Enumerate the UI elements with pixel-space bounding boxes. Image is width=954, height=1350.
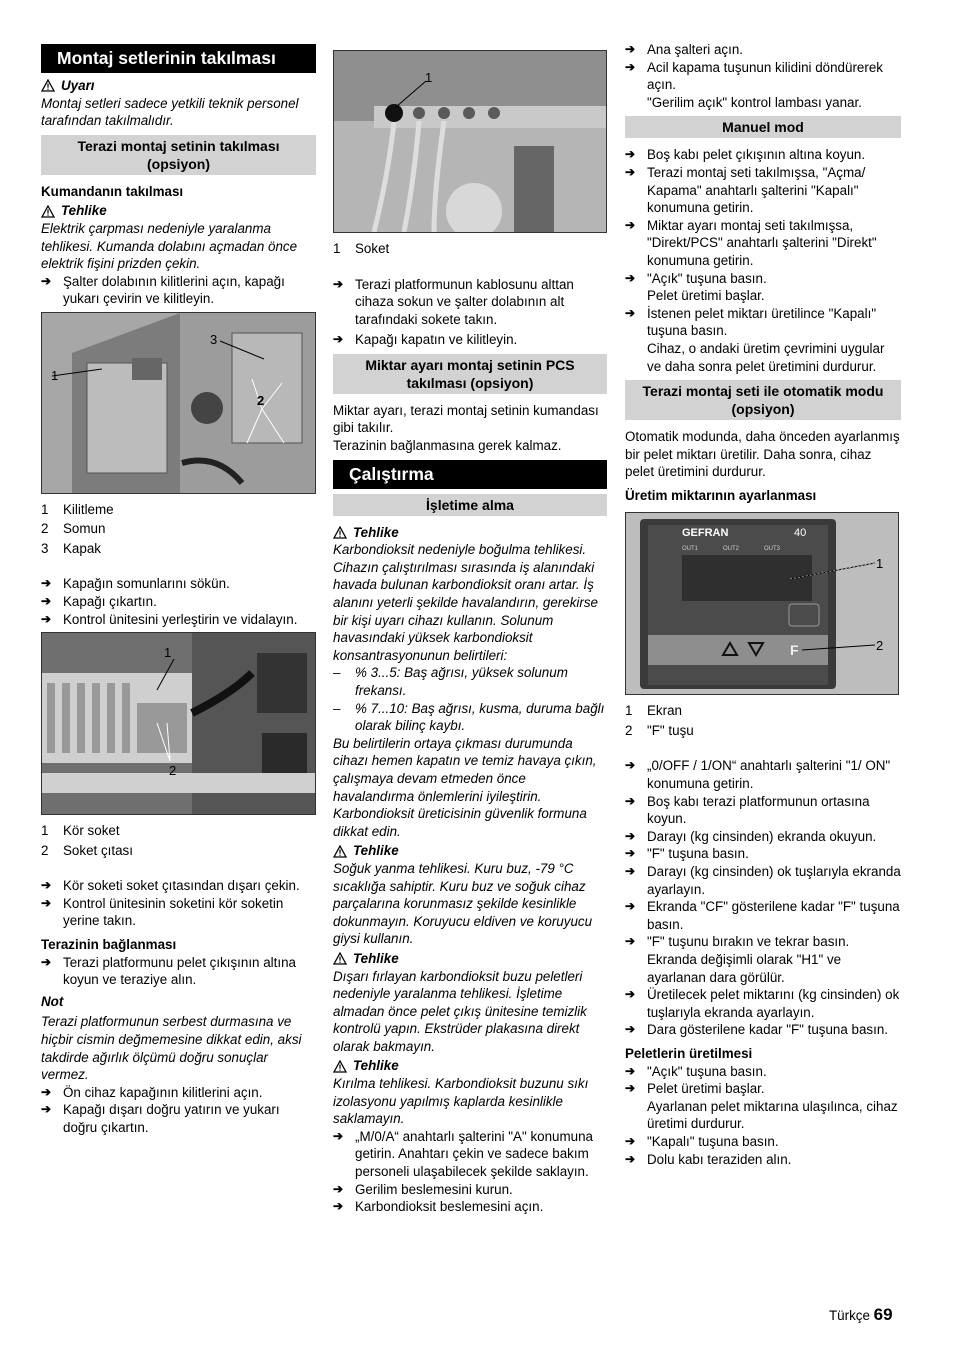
legend-item: 3 Kapak: [41, 540, 101, 556]
danger-label: Tehlike: [41, 202, 316, 220]
device-label: OUT2: [723, 546, 740, 553]
auto-text: Otomatik modunda, daha önceden ayarlanmış bir pelet miktarı üretilir. Daha sonra, cihaz pelet üretimini durdurur.: [625, 429, 900, 480]
arrow-icon: ➔: [625, 758, 636, 773]
note-text: Terazi platformunun serbest durmasına ve hiçbir cismin değmemesine dikkat edin, aksi takdirde ağırlık ölçümü doğru sonuçlar vermez.: [41, 1014, 302, 1083]
arrow-icon: ➔: [333, 1128, 344, 1143]
warning-triangle-icon: [41, 79, 55, 92]
warning-triangle-icon: [333, 1060, 347, 1073]
arrow-icon: ➔: [625, 1063, 636, 1078]
photo1-legend: [41, 500, 316, 559]
danger-text: Bu belirtilerin ortaya çıkması durumunda cihazı hemen kapatın ve temiz havaya çıkın, çalışmaya devam etmeden önce havalandırma önlemlerini iyileştirin. Karbondioksit üreticisinin güvenlik formuna dikkat edin.: [333, 735, 597, 839]
device-brand: GEFRAN: [682, 527, 729, 540]
step-result: Ayarlanan pelet miktarına ulaşılınca, cihaz üretimi durdurur.: [647, 1098, 898, 1132]
callout-2: 2: [257, 392, 265, 408]
device-label: OUT3: [764, 546, 781, 553]
page-number: 69: [873, 1305, 893, 1324]
photo-socket-strip: [41, 632, 316, 815]
arrow-icon: ➔: [333, 1181, 344, 1196]
arrow-icon: ➔: [41, 1102, 52, 1117]
callout-1: 1: [425, 70, 433, 85]
arrow-icon: ➔: [625, 147, 636, 162]
instruction-step: ➔ Gerilim beslemesini kurun.: [333, 1181, 513, 1197]
legend-item: 1 Soket: [333, 241, 390, 256]
arrow-icon: ➔: [625, 42, 636, 56]
symptom-item: – % 3...5: Baş ağrısı, yüksek solunum frekansı.: [333, 665, 568, 698]
instruction-step: ➔ "Açık" tuşuna basın.: [625, 270, 767, 286]
instruction-step: ➔ Terazi platformunu pelet çıkışının altına koyun ve teraziye alın.: [41, 954, 296, 988]
arrow-icon: ➔: [625, 793, 636, 808]
instruction-step: ➔ Kontrol ünitesini yerleştirin ve vidalayın.: [41, 611, 298, 627]
instruction-step: ➔ Pelet üretimi başlar.: [625, 1081, 765, 1097]
column-middle: [333, 50, 607, 1216]
arrow-icon: ➔: [625, 987, 636, 1002]
instruction-step: ➔ „0/OFF / 1/ON“ anahtarlı şalterini "1/ ON" konumuna getirin.: [625, 758, 891, 792]
danger-label: Tehlike: [333, 950, 607, 968]
instruction-step: ➔ Acil kapama tuşunun kilidini döndürerek açın.: [625, 59, 883, 93]
section-title-assembly: Montaj setlerinin takılması: [41, 44, 316, 73]
arrow-icon: ➔: [41, 594, 52, 609]
arrow-icon: ➔: [41, 954, 52, 969]
arrow-icon: ➔: [41, 895, 52, 910]
subheading-amount: Üretim miktarının ayarlanması: [625, 487, 817, 503]
arrow-icon: ➔: [41, 273, 52, 288]
instruction-step: ➔ İstenen pelet miktarı üretilince "Kapalı" tuşuna basın.: [625, 305, 877, 339]
arrow-icon: ➔: [333, 332, 344, 347]
instruction-step: ➔ Miktar ayarı montaj seti takılmışsa, "Direkt/PCS" anahtarlı şalterini "Direkt" konumuna getirin.: [625, 217, 877, 268]
instruction-step: ➔ Ekranda "CF" gösterilene kadar "F" tuşuna basın.: [625, 899, 900, 932]
arrow-icon: ➔: [625, 864, 636, 879]
instruction-step: ➔ Kapağı kapatın ve kilitleyin.: [333, 332, 518, 348]
instruction-step: ➔ Şalter dolabının kilitlerini açın, kapağı yukarı çevirin ve kilitleyin.: [41, 273, 285, 307]
column-left: [41, 44, 316, 1137]
warning-triangle-icon: [41, 205, 55, 218]
arrow-icon: ➔: [625, 270, 636, 285]
instruction-step: ➔ Boş kabı pelet çıkışının altına koyun.: [625, 147, 866, 163]
arrow-icon: ➔: [625, 846, 636, 861]
photo-socket-cable: [333, 50, 607, 233]
step-result: Pelet üretimi başlar.: [647, 288, 765, 304]
arrow-icon: ➔: [625, 217, 636, 232]
danger-label: Tehlike: [333, 1057, 607, 1075]
instruction-step: ➔ "Kapalı" tuşuna basın.: [625, 1133, 779, 1149]
instruction-step: ➔ „M/0/A“ anahtarlı şalterini "A" konumuna getirin. Anahtarı çekin ve sadece bakım personeli ulaşabilecek şekilde saklayın.: [333, 1128, 593, 1180]
symptom-item: – % 7...10: Baş ağrısı, kusma, duruma bağlı olarak bilinç kaybı.: [333, 700, 605, 734]
section-header-startup: İşletime alma: [333, 494, 607, 516]
instruction-step: ➔ "F" tuşunu bırakın ve tekrar basın.: [625, 934, 850, 950]
callout-1: 1: [51, 367, 59, 383]
instruction-step: ➔ Dara gösterilene kadar "F" tuşuna basın.: [625, 1022, 888, 1038]
arrow-icon: ➔: [625, 934, 636, 949]
instruction-step: ➔ Ön cihaz kapağının kilitlerini açın.: [41, 1084, 263, 1100]
danger-text: Elektrik çarpması nedeniyle yaralanma tehlikesi. Kumanda dolabını açmadan önce elektrik fişini prizden çekin.: [41, 220, 298, 272]
instruction-step: ➔ Terazi montaj seti takılmışsa, "Açma/ Kapama" anahtarlı şalterini "Kapalı" konumuna getirin.: [625, 164, 866, 216]
pcs-text: Miktar ayarı, terazi montaj setinin kumandası gibi takılır.: [333, 402, 599, 436]
instruction-step: ➔ Darayı (kg cinsinden) ok tuşlarıyla ekranda ayarlayın.: [625, 864, 901, 897]
section-header-manual: Manuel mod: [625, 116, 901, 138]
instruction-step: ➔ Kontrol ünitesinin soketini kör soketin yerine takın.: [41, 895, 284, 929]
pcs-text: Terazinin bağlanmasına gerek kalmaz.: [333, 438, 562, 454]
instruction-step: ➔ Boş kabı terazi platformunun ortasına koyun.: [625, 793, 870, 827]
arrow-icon: ➔: [625, 828, 636, 843]
legend-item: 2 Somun: [41, 521, 106, 537]
device-model: 40: [794, 527, 807, 540]
subheading-production: Peletlerin üretilmesi: [625, 1045, 753, 1061]
arrow-icon: ➔: [625, 1151, 636, 1166]
photo2-legend: [41, 821, 316, 860]
danger-text: Soğuk yanma tehlikesi. Kuru buz, -79 °C sıcaklığa sahiptir. Kuru buz ve soğuk cihaz parçalarına korunmasız şekilde kesinlikle dokunmayın. Koruyucu eldiven ve koruyucu giysi kullanın.: [333, 860, 593, 947]
instruction-step: ➔ Darayı (kg cinsinden) ekranda okuyun.: [625, 828, 877, 844]
danger-text: Karbondioksit nedeniyle boğulma tehlikesi. Cihazın çalıştırılması sırasında iş alanındaki havada bulunan karbondioksit oranı artar. İş alanını yeterli şekilde havalandırın, gerekirse bir kişi uyarı cihazı kullanın. Solunum havasındaki yüksek karbondioksit konsantrasyonunun belirtileri:: [333, 542, 598, 663]
step-result: Ekranda değişimli olarak "H1" ve ayarlanan dara görülür.: [647, 952, 842, 985]
legend-item: 1 Kör soket: [41, 823, 120, 839]
manual-steps: [625, 146, 901, 375]
callout-2: 2: [876, 638, 884, 654]
arrow-icon: ➔: [625, 899, 636, 914]
page-footer: [829, 1306, 893, 1325]
arrow-icon: ➔: [41, 576, 52, 591]
arrow-icon: ➔: [625, 1022, 636, 1037]
device-screen: [682, 555, 812, 601]
section-header-pcs: Miktar ayarı montaj setinin PCS takılması (opsiyon): [333, 354, 607, 394]
arrow-icon: ➔: [41, 1084, 52, 1099]
arrow-icon: ➔: [625, 164, 636, 179]
column-right: [625, 41, 901, 1168]
legend-item: 2 Soket çıtası: [41, 842, 133, 858]
instruction-step: ➔ Karbondioksit beslemesini açın.: [333, 1199, 544, 1215]
warning-triangle-icon: [333, 952, 347, 965]
photo-controller-display: [625, 512, 899, 695]
callout-2: 2: [169, 763, 177, 779]
section-title-operation: Çalıştırma: [333, 460, 607, 489]
step-result: Cihaz, o andaki üretim çevrimini uygular ve daha sonra pelet üretimini durdurur.: [647, 340, 885, 374]
danger-text: Kırılma tehlikesi. Karbondioksit buzunu sıkı izolasyonu yapılmış kaplarda kesinlikle saklamayın.: [333, 1076, 589, 1127]
note-label: Not: [41, 993, 64, 1009]
arrow-icon: ➔: [333, 276, 344, 291]
instruction-step: ➔ Kapağı dışarı doğru yatırın ve yukarı doğru çıkartın.: [41, 1102, 280, 1135]
photo-cabinet-lock: [41, 312, 316, 494]
instruction-step: ➔ Dolu kabı teraziden alın.: [625, 1151, 792, 1167]
legend-item: 1 Kilitleme: [41, 501, 114, 517]
warning-text: Montaj setleri sadece yetkili teknik personel tarafından takılmalıdır.: [41, 95, 299, 129]
amount-steps: [625, 757, 901, 1039]
instruction-step: ➔ Üretilecek pelet miktarını (kg cinsinden) ok tuşlarıyla ekranda ayarlayın.: [625, 987, 900, 1020]
subheading-control: Kumandanın takılması: [41, 183, 184, 199]
danger-text: Dışarı fırlayan karbondioksit buzu peletleri nedeniyle yaralanma tehlikesi. İşletime almadan önce pelet çıkış ünitesine temizlik kontrolü yapın. Ekstrüder plakasına direkt olarak bakmayın.: [333, 968, 587, 1054]
warning-label: Uyarı: [41, 77, 316, 95]
production-steps: [625, 1063, 901, 1169]
instruction-step: ➔ "Açık" tuşuna basın.: [625, 1063, 767, 1079]
arrow-icon: ➔: [625, 59, 636, 74]
instruction-step: ➔ Terazi platformunun kablosunu alttan cihaza sokun ve şalter dolabının alt tarafındaki sokete takın.: [333, 276, 574, 327]
danger-label: Tehlike: [333, 524, 607, 542]
callout-1: 1: [164, 645, 172, 661]
callout-3: 3: [210, 331, 218, 347]
arrow-icon: ➔: [41, 878, 52, 893]
arrow-icon: ➔: [625, 1133, 636, 1148]
warning-triangle-icon: [333, 845, 347, 858]
arrow-icon: ➔: [625, 305, 636, 320]
device-label: OUT1: [682, 546, 699, 553]
warning-triangle-icon: [333, 526, 347, 539]
danger-label: Tehlike: [333, 842, 607, 860]
step-result: "Gerilim açık" kontrol lambası yanar.: [647, 94, 862, 110]
subheading-connect: Terazinin bağlanması: [41, 937, 177, 952]
instruction-step: ➔ Ana şalteri açın.: [625, 42, 744, 57]
instruction-step: ➔ Kör soketi soket çıtasından dışarı çekin.: [41, 878, 300, 894]
legend-item: 2 "F" tuşu: [625, 722, 694, 738]
callout-1: 1: [876, 556, 884, 572]
legend-item: 1 Ekran: [625, 703, 682, 719]
arrow-icon: ➔: [333, 1199, 344, 1214]
instruction-step: ➔ Kapağın somunlarını sökün.: [41, 576, 230, 592]
arrow-icon: ➔: [41, 611, 52, 626]
section-header-auto: Terazi montaj seti ile otomatik modu (opsiyon): [625, 380, 901, 420]
device-f-key: F: [790, 642, 799, 659]
instruction-step: ➔ "F" tuşuna basın.: [625, 846, 749, 862]
instruction-step: ➔ Kapağı çıkartın.: [41, 594, 157, 610]
section-header-scale-kit: Terazi montaj setinin takılması (opsiyon): [41, 135, 316, 175]
arrow-icon: ➔: [625, 1081, 636, 1096]
footer-language: Türkçe: [829, 1308, 870, 1323]
